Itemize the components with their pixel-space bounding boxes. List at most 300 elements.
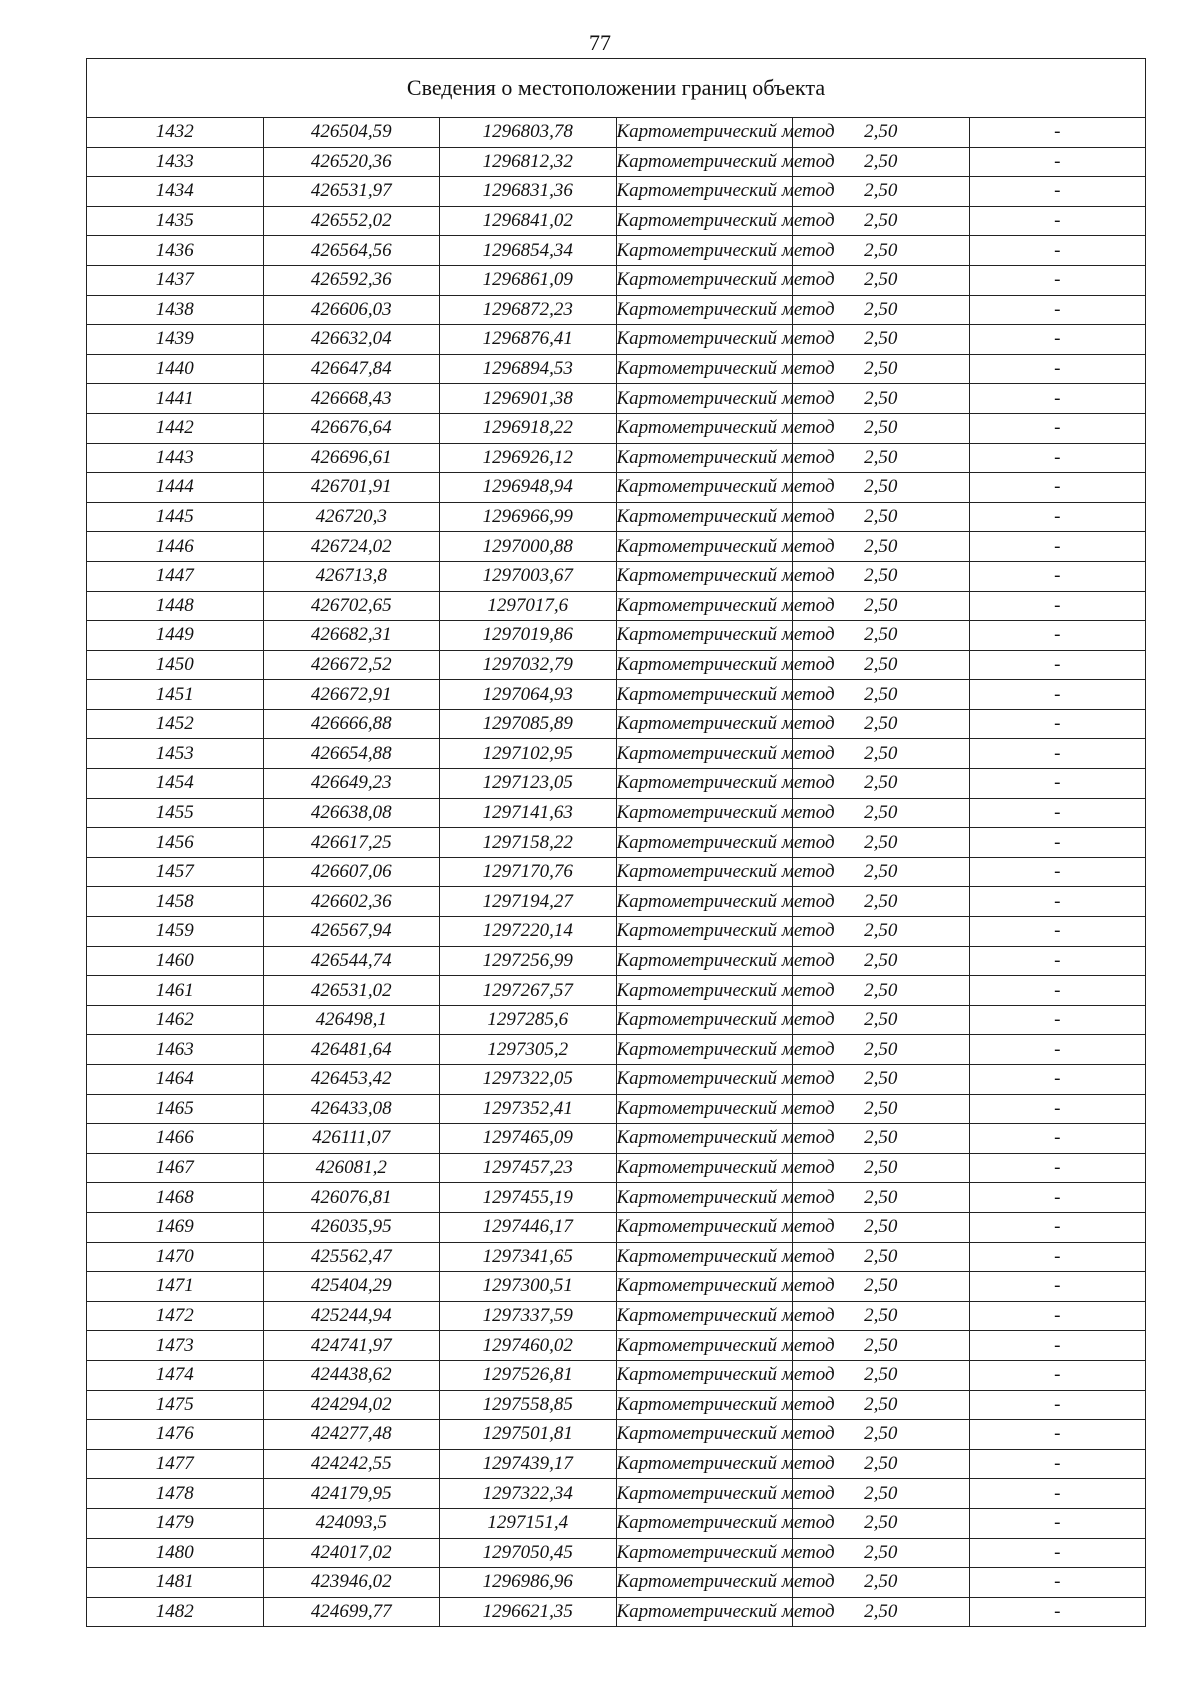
x-coordinate-cell: 426498,1 (263, 1005, 440, 1035)
description-cell: - (969, 384, 1146, 414)
method-cell: Картометрический метод (616, 709, 793, 739)
x-coordinate-cell: 426632,04 (263, 325, 440, 355)
method-cell: Картометрический метод (616, 384, 793, 414)
precision-cell: 2,50 (793, 443, 970, 473)
method-cell: Картометрический метод (616, 1242, 793, 1272)
table-row (87, 917, 1146, 947)
point-number-cell: 1480 (87, 1538, 264, 1568)
table-row (87, 1272, 1146, 1302)
precision-cell: 2,50 (793, 650, 970, 680)
point-number-cell: 1467 (87, 1153, 264, 1183)
table-row (87, 532, 1146, 562)
table-row (87, 621, 1146, 651)
x-coordinate-cell: 426531,97 (263, 177, 440, 207)
y-coordinate-cell: 1296831,36 (440, 177, 617, 207)
x-coordinate-cell: 426720,3 (263, 502, 440, 532)
precision-cell: 2,50 (793, 591, 970, 621)
description-cell: - (969, 769, 1146, 799)
description-cell: - (969, 473, 1146, 503)
x-coordinate-cell: 426520,36 (263, 147, 440, 177)
description-cell: - (969, 1597, 1146, 1627)
x-coordinate-cell: 426647,84 (263, 354, 440, 384)
precision-cell: 2,50 (793, 828, 970, 858)
y-coordinate-cell: 1297003,67 (440, 561, 617, 591)
point-number-cell: 1479 (87, 1508, 264, 1538)
point-number-cell: 1455 (87, 798, 264, 828)
description-cell: - (969, 265, 1146, 295)
x-coordinate-cell: 425244,94 (263, 1301, 440, 1331)
table-row (87, 1065, 1146, 1095)
point-number-cell: 1457 (87, 857, 264, 887)
method-cell: Картометрический метод (616, 443, 793, 473)
y-coordinate-cell: 1296803,78 (440, 118, 617, 148)
x-coordinate-cell: 426638,08 (263, 798, 440, 828)
method-cell: Картометрический метод (616, 295, 793, 325)
precision-cell: 2,50 (793, 1301, 970, 1331)
table-row (87, 147, 1146, 177)
point-number-cell: 1453 (87, 739, 264, 769)
y-coordinate-cell: 1297019,86 (440, 621, 617, 651)
y-coordinate-cell: 1297439,17 (440, 1449, 617, 1479)
description-cell: - (969, 1183, 1146, 1213)
y-coordinate-cell: 1296966,99 (440, 502, 617, 532)
description-cell: - (969, 1124, 1146, 1154)
table-row (87, 828, 1146, 858)
description-cell: - (969, 1301, 1146, 1331)
x-coordinate-cell: 426713,8 (263, 561, 440, 591)
point-number-cell: 1444 (87, 473, 264, 503)
precision-cell: 2,50 (793, 1212, 970, 1242)
x-coordinate-cell: 426682,31 (263, 621, 440, 651)
table-body (87, 59, 1146, 1627)
point-number-cell: 1436 (87, 236, 264, 266)
x-coordinate-cell: 426481,64 (263, 1035, 440, 1065)
description-cell: - (969, 295, 1146, 325)
precision-cell: 2,50 (793, 709, 970, 739)
point-number-cell: 1433 (87, 147, 264, 177)
precision-cell: 2,50 (793, 621, 970, 651)
method-cell: Картометрический метод (616, 265, 793, 295)
table-row (87, 384, 1146, 414)
description-cell: - (969, 857, 1146, 887)
method-cell: Картометрический метод (616, 1390, 793, 1420)
table-row (87, 1568, 1146, 1598)
x-coordinate-cell: 426564,56 (263, 236, 440, 266)
method-cell: Картометрический метод (616, 946, 793, 976)
point-number-cell: 1449 (87, 621, 264, 651)
description-cell: - (969, 798, 1146, 828)
y-coordinate-cell: 1297322,34 (440, 1479, 617, 1509)
y-coordinate-cell: 1297194,27 (440, 887, 617, 917)
precision-cell: 2,50 (793, 1420, 970, 1450)
description-cell: - (969, 1508, 1146, 1538)
precision-cell: 2,50 (793, 325, 970, 355)
table-row (87, 769, 1146, 799)
y-coordinate-cell: 1297460,02 (440, 1331, 617, 1361)
point-number-cell: 1481 (87, 1568, 264, 1598)
description-cell: - (969, 917, 1146, 947)
y-coordinate-cell: 1296918,22 (440, 413, 617, 443)
y-coordinate-cell: 1297465,09 (440, 1124, 617, 1154)
table-row (87, 1124, 1146, 1154)
x-coordinate-cell: 426453,42 (263, 1065, 440, 1095)
precision-cell: 2,50 (793, 1153, 970, 1183)
precision-cell: 2,50 (793, 1242, 970, 1272)
table-row (87, 1508, 1146, 1538)
point-number-cell: 1435 (87, 206, 264, 236)
point-number-cell: 1448 (87, 591, 264, 621)
table-row (87, 325, 1146, 355)
precision-cell: 2,50 (793, 561, 970, 591)
precision-cell: 2,50 (793, 1360, 970, 1390)
description-cell: - (969, 1479, 1146, 1509)
precision-cell: 2,50 (793, 354, 970, 384)
y-coordinate-cell: 1296812,32 (440, 147, 617, 177)
y-coordinate-cell: 1297017,6 (440, 591, 617, 621)
description-cell: - (969, 1538, 1146, 1568)
y-coordinate-cell: 1297300,51 (440, 1272, 617, 1302)
table-row (87, 739, 1146, 769)
table-row (87, 177, 1146, 207)
point-number-cell: 1458 (87, 887, 264, 917)
method-cell: Картометрический метод (616, 917, 793, 947)
y-coordinate-cell: 1297102,95 (440, 739, 617, 769)
table-row (87, 473, 1146, 503)
x-coordinate-cell: 426654,88 (263, 739, 440, 769)
x-coordinate-cell: 426552,02 (263, 206, 440, 236)
table-row (87, 976, 1146, 1006)
description-cell: - (969, 1035, 1146, 1065)
table-row (87, 1153, 1146, 1183)
point-number-cell: 1471 (87, 1272, 264, 1302)
x-coordinate-cell: 426504,59 (263, 118, 440, 148)
precision-cell: 2,50 (793, 1005, 970, 1035)
description-cell: - (969, 1005, 1146, 1035)
method-cell: Картометрический метод (616, 561, 793, 591)
point-number-cell: 1437 (87, 265, 264, 295)
table-row (87, 1242, 1146, 1272)
description-cell: - (969, 561, 1146, 591)
description-cell: - (969, 1568, 1146, 1598)
y-coordinate-cell: 1296872,23 (440, 295, 617, 325)
method-cell: Картометрический метод (616, 591, 793, 621)
table-row (87, 1094, 1146, 1124)
y-coordinate-cell: 1296986,96 (440, 1568, 617, 1598)
precision-cell: 2,50 (793, 236, 970, 266)
point-number-cell: 1465 (87, 1094, 264, 1124)
table-row (87, 1183, 1146, 1213)
precision-cell: 2,50 (793, 295, 970, 325)
point-number-cell: 1478 (87, 1479, 264, 1509)
method-cell: Картометрический метод (616, 1538, 793, 1568)
precision-cell: 2,50 (793, 118, 970, 148)
point-number-cell: 1468 (87, 1183, 264, 1213)
precision-cell: 2,50 (793, 1183, 970, 1213)
x-coordinate-cell: 424093,5 (263, 1508, 440, 1538)
table-row (87, 591, 1146, 621)
method-cell: Картометрический метод (616, 887, 793, 917)
point-number-cell: 1441 (87, 384, 264, 414)
x-coordinate-cell: 426592,36 (263, 265, 440, 295)
y-coordinate-cell: 1297050,45 (440, 1538, 617, 1568)
x-coordinate-cell: 426676,64 (263, 413, 440, 443)
y-coordinate-cell: 1297558,85 (440, 1390, 617, 1420)
method-cell: Картометрический метод (616, 1035, 793, 1065)
method-cell: Картометрический метод (616, 1124, 793, 1154)
point-number-cell: 1454 (87, 769, 264, 799)
x-coordinate-cell: 424242,55 (263, 1449, 440, 1479)
precision-cell: 2,50 (793, 680, 970, 710)
method-cell: Картометрический метод (616, 1420, 793, 1450)
method-cell: Картометрический метод (616, 147, 793, 177)
table-row (87, 1420, 1146, 1450)
precision-cell: 2,50 (793, 1272, 970, 1302)
method-cell: Картометрический метод (616, 206, 793, 236)
table-row (87, 1479, 1146, 1509)
table-row (87, 798, 1146, 828)
x-coordinate-cell: 426111,07 (263, 1124, 440, 1154)
description-cell: - (969, 354, 1146, 384)
precision-cell: 2,50 (793, 946, 970, 976)
point-number-cell: 1445 (87, 502, 264, 532)
point-number-cell: 1447 (87, 561, 264, 591)
point-number-cell: 1466 (87, 1124, 264, 1154)
x-coordinate-cell: 423946,02 (263, 1568, 440, 1598)
point-number-cell: 1440 (87, 354, 264, 384)
y-coordinate-cell: 1297220,14 (440, 917, 617, 947)
precision-cell: 2,50 (793, 1124, 970, 1154)
point-number-cell: 1461 (87, 976, 264, 1006)
table-row (87, 1538, 1146, 1568)
y-coordinate-cell: 1297305,2 (440, 1035, 617, 1065)
y-coordinate-cell: 1297446,17 (440, 1212, 617, 1242)
x-coordinate-cell: 424438,62 (263, 1360, 440, 1390)
x-coordinate-cell: 424179,95 (263, 1479, 440, 1509)
table-row (87, 887, 1146, 917)
precision-cell: 2,50 (793, 1568, 970, 1598)
precision-cell: 2,50 (793, 177, 970, 207)
method-cell: Картометрический метод (616, 857, 793, 887)
method-cell: Картометрический метод (616, 1065, 793, 1095)
y-coordinate-cell: 1297267,57 (440, 976, 617, 1006)
method-cell: Картометрический метод (616, 798, 793, 828)
precision-cell: 2,50 (793, 798, 970, 828)
x-coordinate-cell: 426602,36 (263, 887, 440, 917)
y-coordinate-cell: 1297170,76 (440, 857, 617, 887)
table-row (87, 561, 1146, 591)
x-coordinate-cell: 426567,94 (263, 917, 440, 947)
y-coordinate-cell: 1296841,02 (440, 206, 617, 236)
description-cell: - (969, 118, 1146, 148)
description-cell: - (969, 177, 1146, 207)
x-coordinate-cell: 426433,08 (263, 1094, 440, 1124)
method-cell: Картометрический метод (616, 1212, 793, 1242)
point-number-cell: 1482 (87, 1597, 264, 1627)
y-coordinate-cell: 1297123,05 (440, 769, 617, 799)
method-cell: Картометрический метод (616, 1183, 793, 1213)
method-cell: Картометрический метод (616, 828, 793, 858)
method-cell: Картометрический метод (616, 1272, 793, 1302)
method-cell: Картометрический метод (616, 650, 793, 680)
description-cell: - (969, 1065, 1146, 1095)
description-cell: - (969, 502, 1146, 532)
y-coordinate-cell: 1297158,22 (440, 828, 617, 858)
table-title: Сведения о местоположении границ объекта (87, 59, 1146, 118)
x-coordinate-cell: 424277,48 (263, 1420, 440, 1450)
method-cell: Картометрический метод (616, 1479, 793, 1509)
x-coordinate-cell: 426668,43 (263, 384, 440, 414)
method-cell: Картометрический метод (616, 621, 793, 651)
x-coordinate-cell: 424699,77 (263, 1597, 440, 1627)
precision-cell: 2,50 (793, 857, 970, 887)
description-cell: - (969, 591, 1146, 621)
x-coordinate-cell: 426076,81 (263, 1183, 440, 1213)
description-cell: - (969, 443, 1146, 473)
point-number-cell: 1475 (87, 1390, 264, 1420)
description-cell: - (969, 1212, 1146, 1242)
table-row (87, 1035, 1146, 1065)
x-coordinate-cell: 426617,25 (263, 828, 440, 858)
table-row (87, 1331, 1146, 1361)
y-coordinate-cell: 1296894,53 (440, 354, 617, 384)
y-coordinate-cell: 1297322,05 (440, 1065, 617, 1095)
x-coordinate-cell: 426531,02 (263, 976, 440, 1006)
point-number-cell: 1459 (87, 917, 264, 947)
precision-cell: 2,50 (793, 887, 970, 917)
method-cell: Картометрический метод (616, 1153, 793, 1183)
y-coordinate-cell: 1297151,4 (440, 1508, 617, 1538)
table-row (87, 502, 1146, 532)
precision-cell: 2,50 (793, 1035, 970, 1065)
description-cell: - (969, 887, 1146, 917)
description-cell: - (969, 1420, 1146, 1450)
table-row (87, 443, 1146, 473)
method-cell: Картометрический метод (616, 739, 793, 769)
table-row (87, 236, 1146, 266)
description-cell: - (969, 206, 1146, 236)
table-row (87, 1390, 1146, 1420)
y-coordinate-cell: 1296621,35 (440, 1597, 617, 1627)
point-number-cell: 1463 (87, 1035, 264, 1065)
point-number-cell: 1442 (87, 413, 264, 443)
precision-cell: 2,50 (793, 1449, 970, 1479)
description-cell: - (969, 532, 1146, 562)
description-cell: - (969, 147, 1146, 177)
method-cell: Картометрический метод (616, 1331, 793, 1361)
x-coordinate-cell: 426544,74 (263, 946, 440, 976)
x-coordinate-cell: 426606,03 (263, 295, 440, 325)
method-cell: Картометрический метод (616, 413, 793, 443)
table-header-row (87, 59, 1146, 118)
method-cell: Картометрический метод (616, 769, 793, 799)
method-cell: Картометрический метод (616, 1508, 793, 1538)
y-coordinate-cell: 1297501,81 (440, 1420, 617, 1450)
description-cell: - (969, 680, 1146, 710)
table-row (87, 1212, 1146, 1242)
x-coordinate-cell: 424294,02 (263, 1390, 440, 1420)
point-number-cell: 1462 (87, 1005, 264, 1035)
x-coordinate-cell: 426724,02 (263, 532, 440, 562)
point-number-cell: 1464 (87, 1065, 264, 1095)
precision-cell: 2,50 (793, 1538, 970, 1568)
table-row (87, 946, 1146, 976)
x-coordinate-cell: 426081,2 (263, 1153, 440, 1183)
point-number-cell: 1456 (87, 828, 264, 858)
precision-cell: 2,50 (793, 384, 970, 414)
method-cell: Картометрический метод (616, 354, 793, 384)
table-row (87, 265, 1146, 295)
x-coordinate-cell: 425562,47 (263, 1242, 440, 1272)
precision-cell: 2,50 (793, 1390, 970, 1420)
precision-cell: 2,50 (793, 265, 970, 295)
point-number-cell: 1439 (87, 325, 264, 355)
precision-cell: 2,50 (793, 1065, 970, 1095)
x-coordinate-cell: 426035,95 (263, 1212, 440, 1242)
description-cell: - (969, 1331, 1146, 1361)
y-coordinate-cell: 1297455,19 (440, 1183, 617, 1213)
precision-cell: 2,50 (793, 1479, 970, 1509)
description-cell: - (969, 709, 1146, 739)
y-coordinate-cell: 1297352,41 (440, 1094, 617, 1124)
x-coordinate-cell: 424741,97 (263, 1331, 440, 1361)
point-number-cell: 1451 (87, 680, 264, 710)
point-number-cell: 1434 (87, 177, 264, 207)
precision-cell: 2,50 (793, 1331, 970, 1361)
method-cell: Картометрический метод (616, 532, 793, 562)
y-coordinate-cell: 1297000,88 (440, 532, 617, 562)
y-coordinate-cell: 1296876,41 (440, 325, 617, 355)
table-row (87, 354, 1146, 384)
description-cell: - (969, 828, 1146, 858)
y-coordinate-cell: 1296854,34 (440, 236, 617, 266)
point-number-cell: 1469 (87, 1212, 264, 1242)
precision-cell: 2,50 (793, 1508, 970, 1538)
point-number-cell: 1474 (87, 1360, 264, 1390)
precision-cell: 2,50 (793, 917, 970, 947)
description-cell: - (969, 325, 1146, 355)
y-coordinate-cell: 1296926,12 (440, 443, 617, 473)
precision-cell: 2,50 (793, 739, 970, 769)
y-coordinate-cell: 1297256,99 (440, 946, 617, 976)
y-coordinate-cell: 1297064,93 (440, 680, 617, 710)
y-coordinate-cell: 1297141,63 (440, 798, 617, 828)
point-number-cell: 1443 (87, 443, 264, 473)
method-cell: Картометрический метод (616, 473, 793, 503)
description-cell: - (969, 1360, 1146, 1390)
point-number-cell: 1432 (87, 118, 264, 148)
method-cell: Картометрический метод (616, 1301, 793, 1331)
x-coordinate-cell: 426701,91 (263, 473, 440, 503)
table-row (87, 118, 1146, 148)
description-cell: - (969, 1390, 1146, 1420)
description-cell: - (969, 739, 1146, 769)
x-coordinate-cell: 425404,29 (263, 1272, 440, 1302)
method-cell: Картометрический метод (616, 680, 793, 710)
method-cell: Картометрический метод (616, 236, 793, 266)
precision-cell: 2,50 (793, 976, 970, 1006)
y-coordinate-cell: 1297285,6 (440, 1005, 617, 1035)
y-coordinate-cell: 1296948,94 (440, 473, 617, 503)
point-number-cell: 1476 (87, 1420, 264, 1450)
y-coordinate-cell: 1296901,38 (440, 384, 617, 414)
precision-cell: 2,50 (793, 769, 970, 799)
precision-cell: 2,50 (793, 206, 970, 236)
table-row (87, 650, 1146, 680)
method-cell: Картометрический метод (616, 325, 793, 355)
y-coordinate-cell: 1297085,89 (440, 709, 617, 739)
description-cell: - (969, 1094, 1146, 1124)
table-row (87, 680, 1146, 710)
